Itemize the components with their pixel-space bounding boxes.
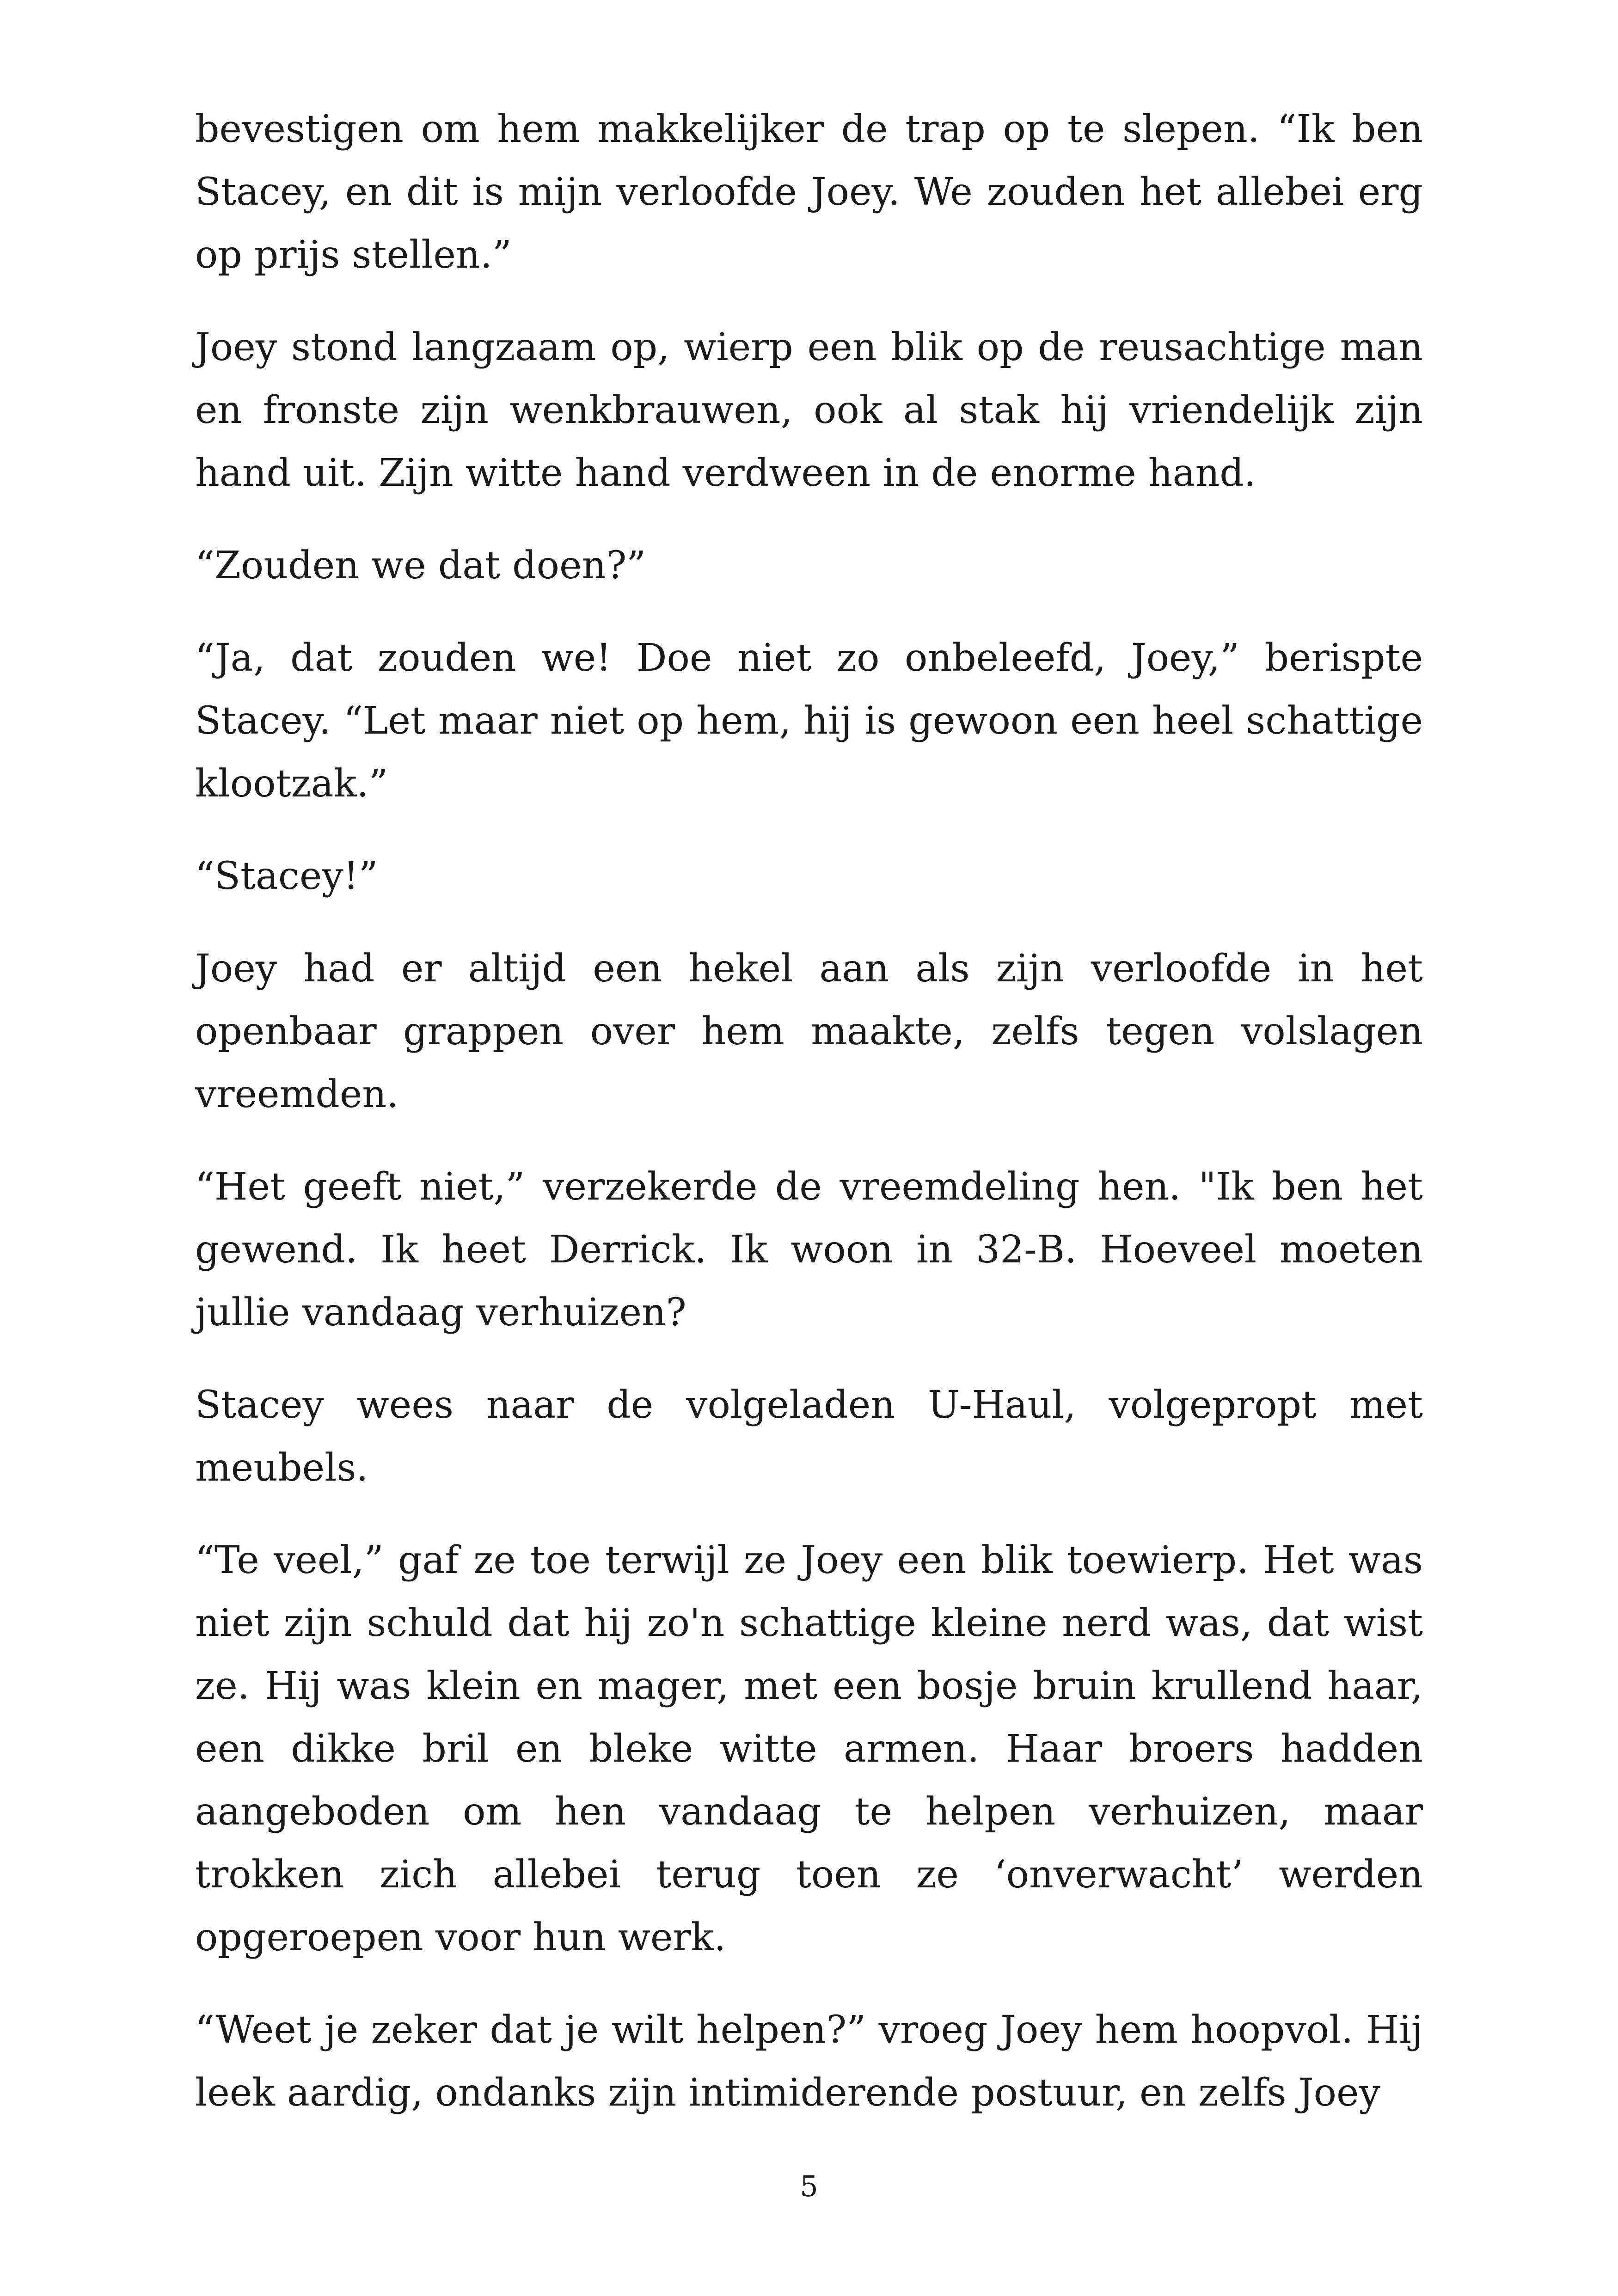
paragraph-10: “Weet je zeker dat je wilt helpen?” vroeg Joey hem hoopvol. Hij leek aardig, ondanks zijn intimiderende postuur, en zelfs Joey xyxy=(195,2008,1423,2115)
paragraph-2: Joey stond langzaam op, wierp een blik op de reusachtige man en fronste zijn wenkbrauwen, ook al stak hij vriendelijk zijn hand uit. Zijn witte hand verdween in de enorme hand. xyxy=(195,325,1423,495)
paragraph-5: “Stacey!” xyxy=(195,854,378,898)
body-text xyxy=(195,98,1423,2154)
paragraph-3: “Zouden we dat doen?” xyxy=(195,544,646,588)
paragraph-4: “Ja, dat zouden we! Doe niet zo onbeleefd, Joey,” berispte Stacey. “Let maar niet op hem, hij is gewoon een heel schattige klootzak.” xyxy=(195,636,1423,806)
paragraph-9: “Te veel,” gaf ze toe terwijl ze Joey een blik toewierp. Het was niet zijn schuld dat hij zo'n schattige kleine nerd was, dat wist ze. Hij was klein en mager, met een bosje bruin krullend haar, een dikke bril en bleke witte armen. Haar broers hadden aangeboden om hen vandaag te helpen verhuizen, maar trokken zich allebei terug toen ze ‘onverwacht’ werden opgeroepen voor hun werk. xyxy=(195,1538,1423,1959)
paragraph-6: Joey had er altijd een hekel aan als zijn verloofde in het openbaar grappen over hem maakte, zelfs tegen volslagen vreemden. xyxy=(195,947,1423,1116)
page-number: 5 xyxy=(800,2169,818,2203)
paragraph-1: bevestigen om hem makkelijker de trap op te slepen. “Ik ben Stacey, en dit is mijn verloofde Joey. We zouden het allebei erg op prijs stellen.” xyxy=(195,107,1423,277)
paragraph-8: Stacey wees naar de volgeladen U-Haul, volgepropt met meubels. xyxy=(195,1383,1423,1490)
paragraph-7: “Het geeft niet,” verzekerde de vreemdeling hen. "Ik ben het gewend. Ik heet Derrick. Ik woon in 32-B. Hoeveel moeten jullie vandaag verhuizen? xyxy=(195,1165,1423,1335)
